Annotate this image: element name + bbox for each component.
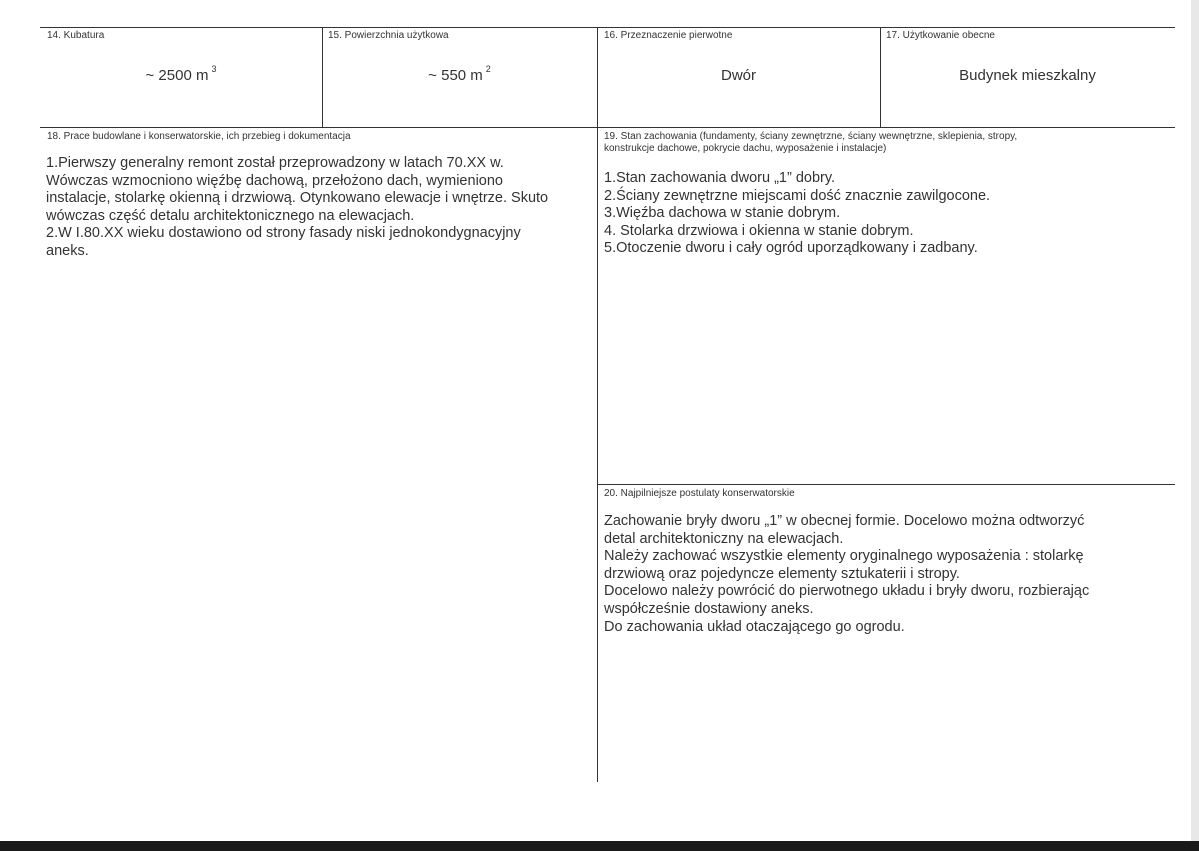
prace-line: instalacje, stolarkę okienną i drzwiową. Otynkowano elewacje i wnętrze. Skuto <box>46 190 549 207</box>
uzytkowanie-label: 17. Użytkowanie obecne <box>886 30 995 41</box>
stan-line: 4. Stolarka drzwiowa i okienna w stanie dobrym. <box>604 222 914 239</box>
stan-line: 3.Więźba dachowa w stanie dobrym. <box>604 205 841 222</box>
stan-line: 2.Ściany zewnętrzne miejscami dość znacznie zawilgocone. <box>604 187 991 204</box>
stan-line: 1.Stan zachowania dworu „1” dobry. <box>604 170 836 186</box>
col-divider-main <box>597 27 598 782</box>
scan-edge-bottom <box>0 841 1199 851</box>
stan-text <box>604 170 1174 258</box>
postulaty-line: współcześnie dostawiony aneks. <box>604 600 814 617</box>
row-divider-2 <box>597 484 1175 485</box>
przeznaczenie-label: 16. Przeznaczenie pierwotne <box>604 30 733 41</box>
postulaty-text <box>604 513 1174 636</box>
postulaty-line: detal architektoniczny na elewacjach. <box>604 530 844 547</box>
postulaty-line: Zachowanie bryły dworu „1” w obecnej formie. Docelowo można odtworzyć <box>604 513 1085 529</box>
postulaty-line: Do zachowania układ otaczającego go ogrodu. <box>604 618 905 635</box>
postulaty-label: 20. Najpilniejsze postulaty konserwatorskie <box>604 488 795 499</box>
prace-line: aneks. <box>46 242 89 259</box>
uzytkowanie-value: Budynek mieszkalny <box>959 67 1096 84</box>
kubatura-value <box>40 66 322 84</box>
powierzchnia-exponent: 2 <box>485 64 491 74</box>
powierzchnia-number: ~ 550 m <box>428 67 483 84</box>
stan-label-line1: 19. Stan zachowania (fundamenty, ściany zewnętrzne, ściany wewnętrzne, sklepienia, stropy, <box>604 131 1018 142</box>
prace-line: 2.W I.80.XX wieku dostawiono od strony fasady niski jednokondygnacyjny <box>46 225 521 242</box>
kubatura-exponent: 3 <box>211 64 217 74</box>
prace-line: wówczas część detalu architektonicznego na elewacjach. <box>46 207 415 224</box>
prace-label: 18. Prace budowlane i konserwatorskie, ich przebieg i dokumentacja <box>47 131 351 142</box>
kubatura-number: ~ 2500 m <box>145 67 209 84</box>
row-divider-1 <box>40 127 1175 128</box>
kubatura-label: 14. Kubatura <box>47 30 105 41</box>
scan-edge-right <box>1191 0 1199 851</box>
postulaty-line: Docelowo należy powrócić do pierwotnego układu i bryły dworu, rozbierając <box>604 583 1090 600</box>
prace-line: 1.Pierwszy generalny remont został przeprowadzony w latach 70.XX w. <box>46 155 504 171</box>
stan-line: 5.Otoczenie dworu i cały ogród uporządkowany i zadbany. <box>604 240 978 257</box>
powierzchnia-label: 15. Powierzchnia użytkowa <box>328 30 449 41</box>
top-border <box>40 27 1175 28</box>
prace-line: Wówczas wzmocniono więźbę dachową, przełożono dach, wymieniono <box>46 172 503 189</box>
postulaty-line: drzwiową oraz pojedyncze elementy sztukaterii i stropy. <box>604 565 960 582</box>
powierzchnia-value <box>322 66 597 84</box>
postulaty-line: Należy zachować wszystkie elementy oryginalnego wyposażenia : stolarkę <box>604 548 1084 565</box>
stan-label-line2: konstrukcje dachowe, pokrycie dachu, wyposażenie i instalacje) <box>604 143 887 154</box>
przeznaczenie-value: Dwór <box>720 67 756 84</box>
prace-text <box>46 155 594 261</box>
